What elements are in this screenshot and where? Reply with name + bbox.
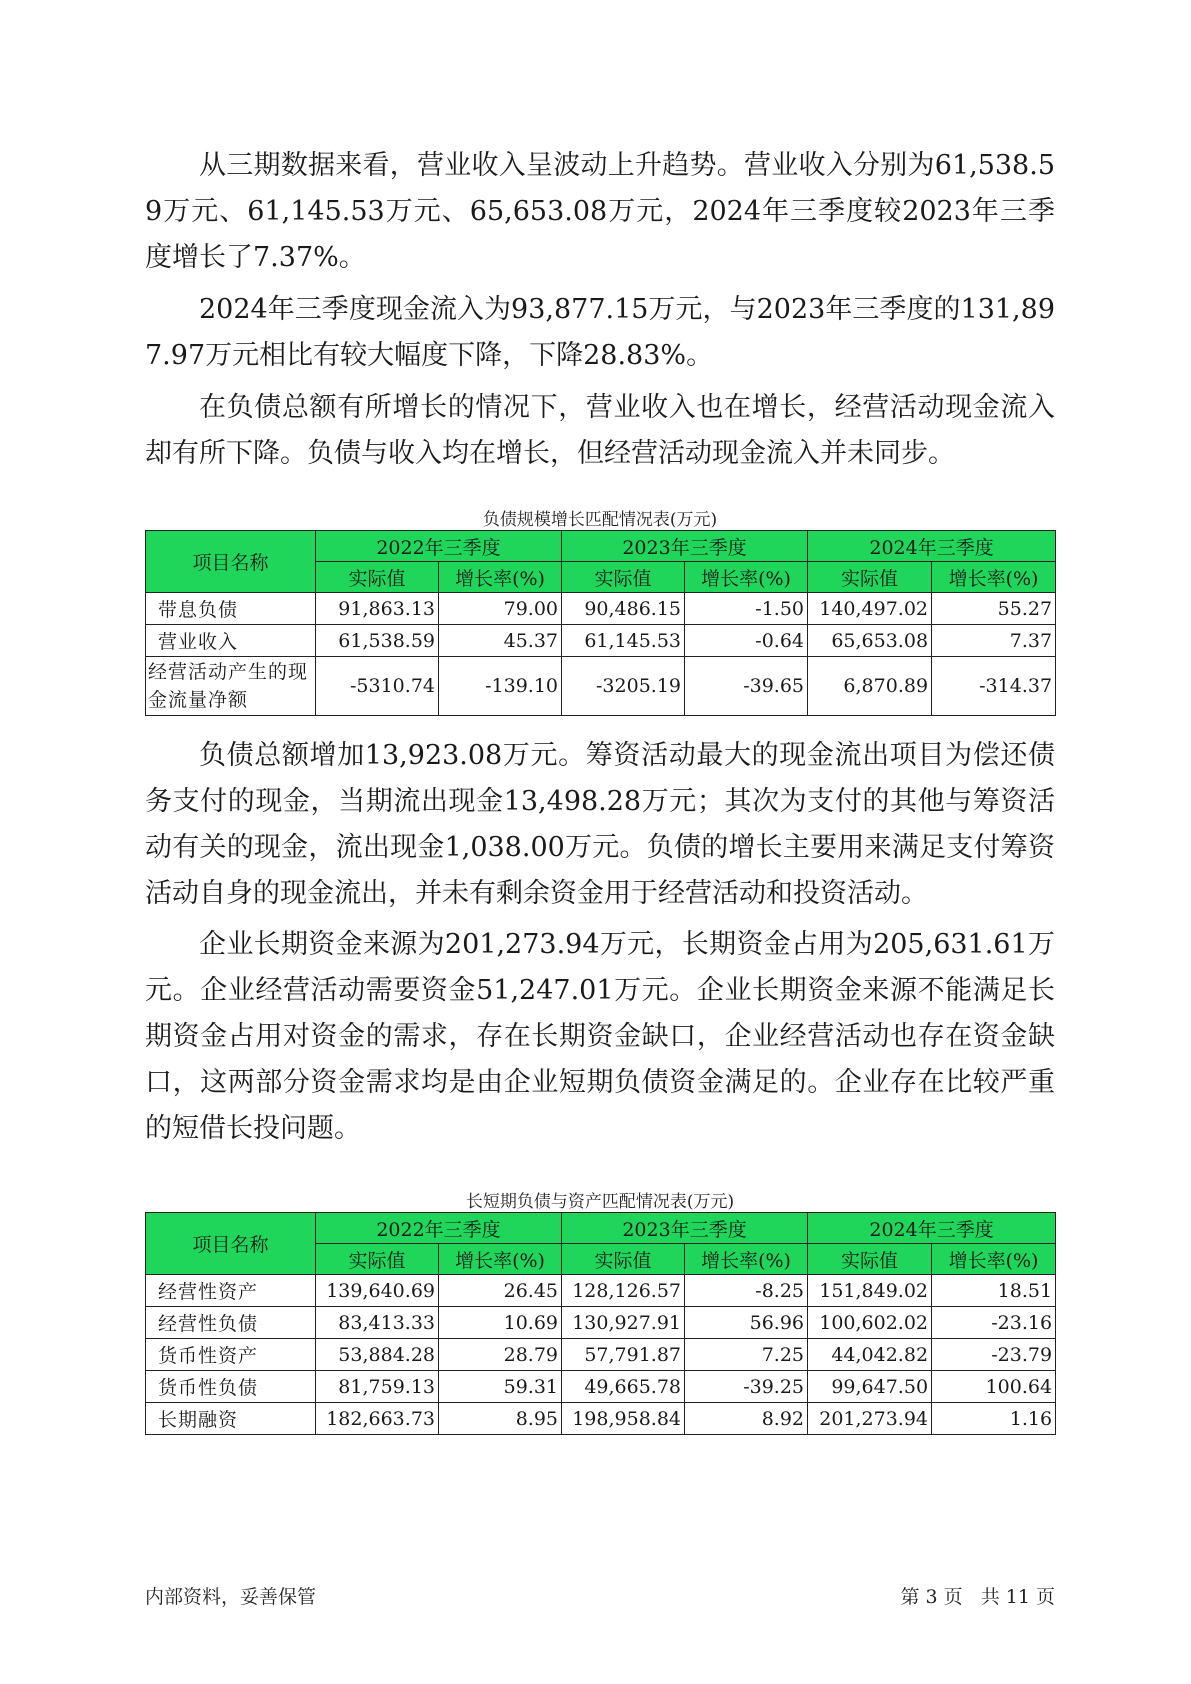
table-row xyxy=(146,1339,1056,1371)
table1-caption: 负债规模增长匹配情况表(万元) xyxy=(482,510,718,530)
cell-value: 8.95 xyxy=(439,1403,562,1435)
row-label: 货币性负债 xyxy=(146,1371,316,1403)
footer-page-number: 第 3 页 共 11 页 xyxy=(900,1586,1055,1608)
header-growth: 增长率(%) xyxy=(685,562,808,593)
cell-value: 45.37 xyxy=(439,625,562,657)
cell-value: 182,663.73 xyxy=(316,1403,439,1435)
cell-value: 57,791.87 xyxy=(562,1339,685,1371)
cell-value: 90,486.15 xyxy=(562,593,685,625)
cell-value: 6,870.89 xyxy=(808,657,932,716)
cell-value: 53,884.28 xyxy=(316,1339,439,1371)
cell-value: 1.16 xyxy=(932,1403,1056,1435)
table-row xyxy=(146,1275,1056,1307)
header-actual: 实际值 xyxy=(808,562,932,593)
cell-value: 28.79 xyxy=(439,1339,562,1371)
cell-value: 61,538.59 xyxy=(316,625,439,657)
row-label: 经营性资产 xyxy=(146,1275,316,1307)
table-row xyxy=(146,1403,1056,1435)
cell-value: 198,958.84 xyxy=(562,1403,685,1435)
table2-caption: 长短期负债与资产匹配情况表(万元) xyxy=(465,1192,735,1212)
row-label: 货币性资产 xyxy=(146,1339,316,1371)
header-actual: 实际值 xyxy=(562,562,685,593)
cell-value: 49,665.78 xyxy=(562,1371,685,1403)
cell-value: 128,126.57 xyxy=(562,1275,685,1307)
footer-confidential-note: 内部资料，妥善保管 xyxy=(145,1586,317,1608)
cell-value: 151,849.02 xyxy=(808,1275,932,1307)
cell-value: 56.96 xyxy=(685,1307,808,1339)
debt-growth-table xyxy=(145,530,1056,716)
header-actual: 实际值 xyxy=(562,1244,685,1275)
cell-value: 59.31 xyxy=(439,1371,562,1403)
table-row xyxy=(146,625,1056,657)
header-item-name: 项目名称 xyxy=(146,531,316,593)
cell-value: -1.50 xyxy=(685,593,808,625)
paragraph-cash-inflow: 2024年三季度现金流入为93,877.15万元，与2023年三季度的131,897.97万元相比有较大幅度下降，下降28.83%。 xyxy=(145,294,1055,371)
cell-value: 7.37 xyxy=(932,625,1056,657)
cell-value: 8.92 xyxy=(685,1403,808,1435)
cell-value: -39.65 xyxy=(685,657,808,716)
header-period-2022: 2022年三季度 xyxy=(316,531,562,562)
cell-value: 79.00 xyxy=(439,593,562,625)
header-actual: 实际值 xyxy=(316,562,439,593)
row-label: 带息负债 xyxy=(146,593,316,625)
cell-value: 81,759.13 xyxy=(316,1371,439,1403)
header-actual: 实际值 xyxy=(808,1244,932,1275)
table-row xyxy=(146,657,1056,716)
row-label: 经营性负债 xyxy=(146,1307,316,1339)
row-label: 长期融资 xyxy=(146,1403,316,1435)
cell-value: -3205.19 xyxy=(562,657,685,716)
cell-value: 130,927.91 xyxy=(562,1307,685,1339)
header-period-2023: 2023年三季度 xyxy=(562,1213,808,1244)
cell-value: 18.51 xyxy=(932,1275,1056,1307)
header-item-name: 项目名称 xyxy=(146,1213,316,1275)
row-label: 营业收入 xyxy=(146,625,316,657)
cell-value: 26.45 xyxy=(439,1275,562,1307)
cell-value: 55.27 xyxy=(932,593,1056,625)
header-growth: 增长率(%) xyxy=(932,562,1056,593)
cell-value: 10.69 xyxy=(439,1307,562,1339)
cell-value: -8.25 xyxy=(685,1275,808,1307)
asset-liability-match-table xyxy=(145,1212,1056,1435)
cell-value: 7.25 xyxy=(685,1339,808,1371)
cell-value: -5310.74 xyxy=(316,657,439,716)
header-growth: 增长率(%) xyxy=(439,562,562,593)
cell-value: -23.16 xyxy=(932,1307,1056,1339)
header-period-2022: 2022年三季度 xyxy=(316,1213,562,1244)
header-actual: 实际值 xyxy=(316,1244,439,1275)
cell-value: 140,497.02 xyxy=(808,593,932,625)
header-growth: 增长率(%) xyxy=(932,1244,1056,1275)
header-period-2023: 2023年三季度 xyxy=(562,531,808,562)
cell-value: 83,413.33 xyxy=(316,1307,439,1339)
cell-value: 201,273.94 xyxy=(808,1403,932,1435)
cell-value: 100,602.02 xyxy=(808,1307,932,1339)
header-period-2024: 2024年三季度 xyxy=(808,1213,1056,1244)
cell-value: -314.37 xyxy=(932,657,1056,716)
cell-value: 91,863.13 xyxy=(316,593,439,625)
row-label: 经营活动产生的现金流量净额 xyxy=(146,657,316,716)
table-row xyxy=(146,1371,1056,1403)
cell-value: 44,042.82 xyxy=(808,1339,932,1371)
cell-value: -23.79 xyxy=(932,1339,1056,1371)
cell-value: 139,640.69 xyxy=(316,1275,439,1307)
header-growth: 增长率(%) xyxy=(439,1244,562,1275)
paragraph-debt-revenue: 在负债总额有所增长的情况下，营业收入也在增长，经营活动现金流入却有所下降。负债与收入均在增长，但经营活动现金流入并未同步。 xyxy=(145,392,1055,469)
cell-value: -0.64 xyxy=(685,625,808,657)
paragraph-financing-outflow: 负债总额增加13,923.08万元。筹资活动最大的现金流出项目为偿还债务支付的现金，当期流出现金13,498.28万元；其次为支付的其他与筹资活动有关的现金，流出现金1,038.00万元。负债的增长主要用来满足支付筹资活动自身的现金流出，并未有剩余资金用于经营活动和投资活动。 xyxy=(145,740,1055,909)
header-period-2024: 2024年三季度 xyxy=(808,531,1056,562)
paragraph-revenue-trend: 从三期数据来看，营业收入呈波动上升趋势。营业收入分别为61,538.59万元、61,145.53万元、65,653.08万元，2024年三季度较2023年三季度增长了7.37%。 xyxy=(145,150,1055,273)
cell-value: 61,145.53 xyxy=(562,625,685,657)
cell-value: -139.10 xyxy=(439,657,562,716)
header-growth: 增长率(%) xyxy=(685,1244,808,1275)
cell-value: 65,653.08 xyxy=(808,625,932,657)
cell-value: 99,647.50 xyxy=(808,1371,932,1403)
paragraph-long-term-funding: 企业长期资金来源为201,273.94万元，长期资金占用为205,631.61万元。企业经营活动需要资金51,247.01万元。企业长期资金来源不能满足长期资金占用对资金的需求，存在长期资金缺口，企业经营活动也存在资金缺口，这两部分资金需求均是由企业短期负债资金满足的。企业存在比较严重的短借长投问题。 xyxy=(145,929,1055,1144)
cell-value: -39.25 xyxy=(685,1371,808,1403)
cell-value: 100.64 xyxy=(932,1371,1056,1403)
table-row xyxy=(146,593,1056,625)
table-row xyxy=(146,1307,1056,1339)
